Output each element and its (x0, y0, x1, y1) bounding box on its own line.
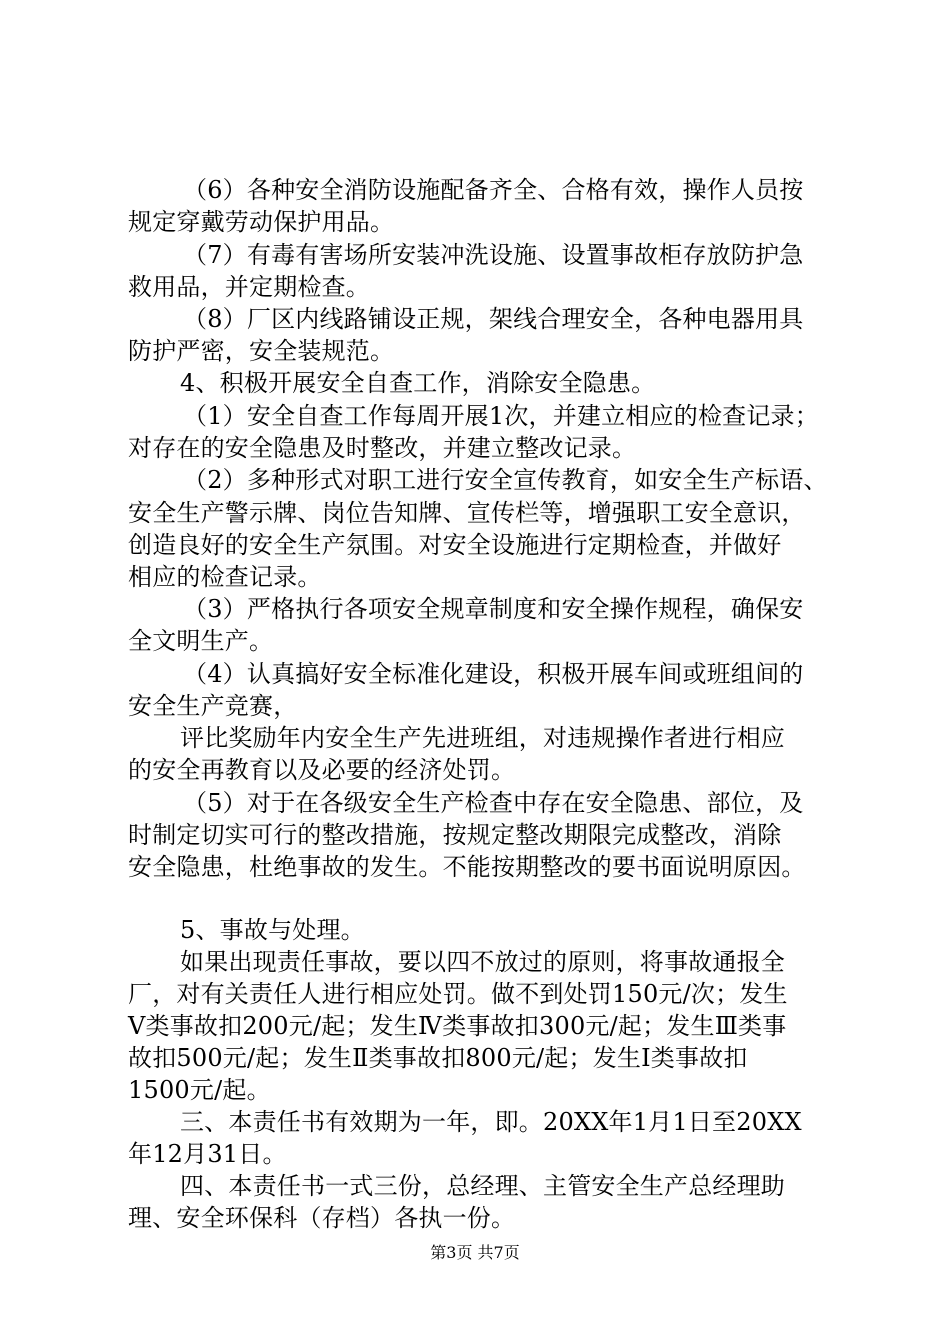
text-line: 全文明生产。 (128, 627, 274, 655)
text-line: 厂，对有关责任人进行相应处罚。做不到处罚150元/次；发生 (128, 980, 788, 1008)
section-heading: 5、事故与处理。 (180, 916, 365, 944)
text-line: 的安全再教育以及必要的经济处罚。 (128, 756, 516, 784)
text-line: 规定穿戴劳动保护用品。 (128, 208, 395, 236)
text-line: 故扣500元/起；发生Ⅱ类事故扣800元/起；发生Ⅰ类事故扣 (128, 1044, 748, 1072)
text-line: 创造良好的安全生产氛围。对安全设施进行定期检查，并做好 (128, 531, 782, 559)
text-line: （3）严格执行各项安全规章制度和安全操作规程，确保安 (183, 595, 804, 623)
text-line: 安全生产竞赛， (128, 692, 298, 720)
text-line: 四、本责任书一式三份，总经理、主管安全生产总经理助 (180, 1172, 785, 1200)
section-heading: 4、积极开展安全自查工作，消除安全隐患。 (180, 369, 656, 397)
text-line: 理、安全环保科（存档）各执一份。 (128, 1204, 516, 1232)
text-line: （8）厂区内线路铺设正规，架线合理安全，各种电器用具 (183, 305, 804, 333)
text-line: 1500元/起。 (128, 1076, 271, 1104)
text-line: （2）多种形式对职工进行安全宣传教育，如安全生产标语、 (183, 466, 828, 494)
text-line: （1）安全自查工作每周开展1次，并建立相应的检查记录； (183, 402, 819, 430)
page-footer: 第3页 共7页 (430, 1243, 520, 1262)
text-line: （4）认真搞好安全标准化建设，积极开展车间或班组间的 (183, 660, 804, 688)
text-line: 三、本责任书有效期为一年，即。20XX年1月1日至20XX (180, 1108, 802, 1136)
text-line: 相应的检查记录。 (128, 563, 322, 591)
text-line: 安全隐患，杜绝事故的发生。不能按期整改的要书面说明原因。 (128, 853, 806, 881)
text-line: 安全生产警示牌、岗位告知牌、宣传栏等，增强职工安全意识， (128, 499, 806, 527)
text-line: 对存在的安全隐患及时整改，并建立整改记录。 (128, 434, 637, 462)
text-line: （6）各种安全消防设施配备齐全、合格有效，操作人员按 (183, 176, 804, 204)
text-line: 救用品，并定期检查。 (128, 273, 370, 301)
text-line: 时制定切实可行的整改措施，按规定整改期限完成整改，消除 (128, 821, 782, 849)
text-line: Ⅴ类事故扣200元/起；发生Ⅳ类事故扣300元/起；发生Ⅲ类事 (128, 1012, 787, 1040)
text-line: 评比奖励年内安全生产先进班组，对违规操作者进行相应 (180, 724, 785, 752)
text-line: 年12月31日。 (128, 1140, 287, 1168)
text-line: （7）有毒有害场所安装冲洗设施、设置事故柜存放防护急 (183, 241, 804, 269)
text-line: 如果出现责任事故，要以四不放过的原则，将事故通报全 (180, 948, 785, 976)
text-line: 防护严密，安全装规范。 (128, 337, 395, 365)
text-line: （5）对于在各级安全生产检查中存在安全隐患、部位，及 (183, 789, 804, 817)
